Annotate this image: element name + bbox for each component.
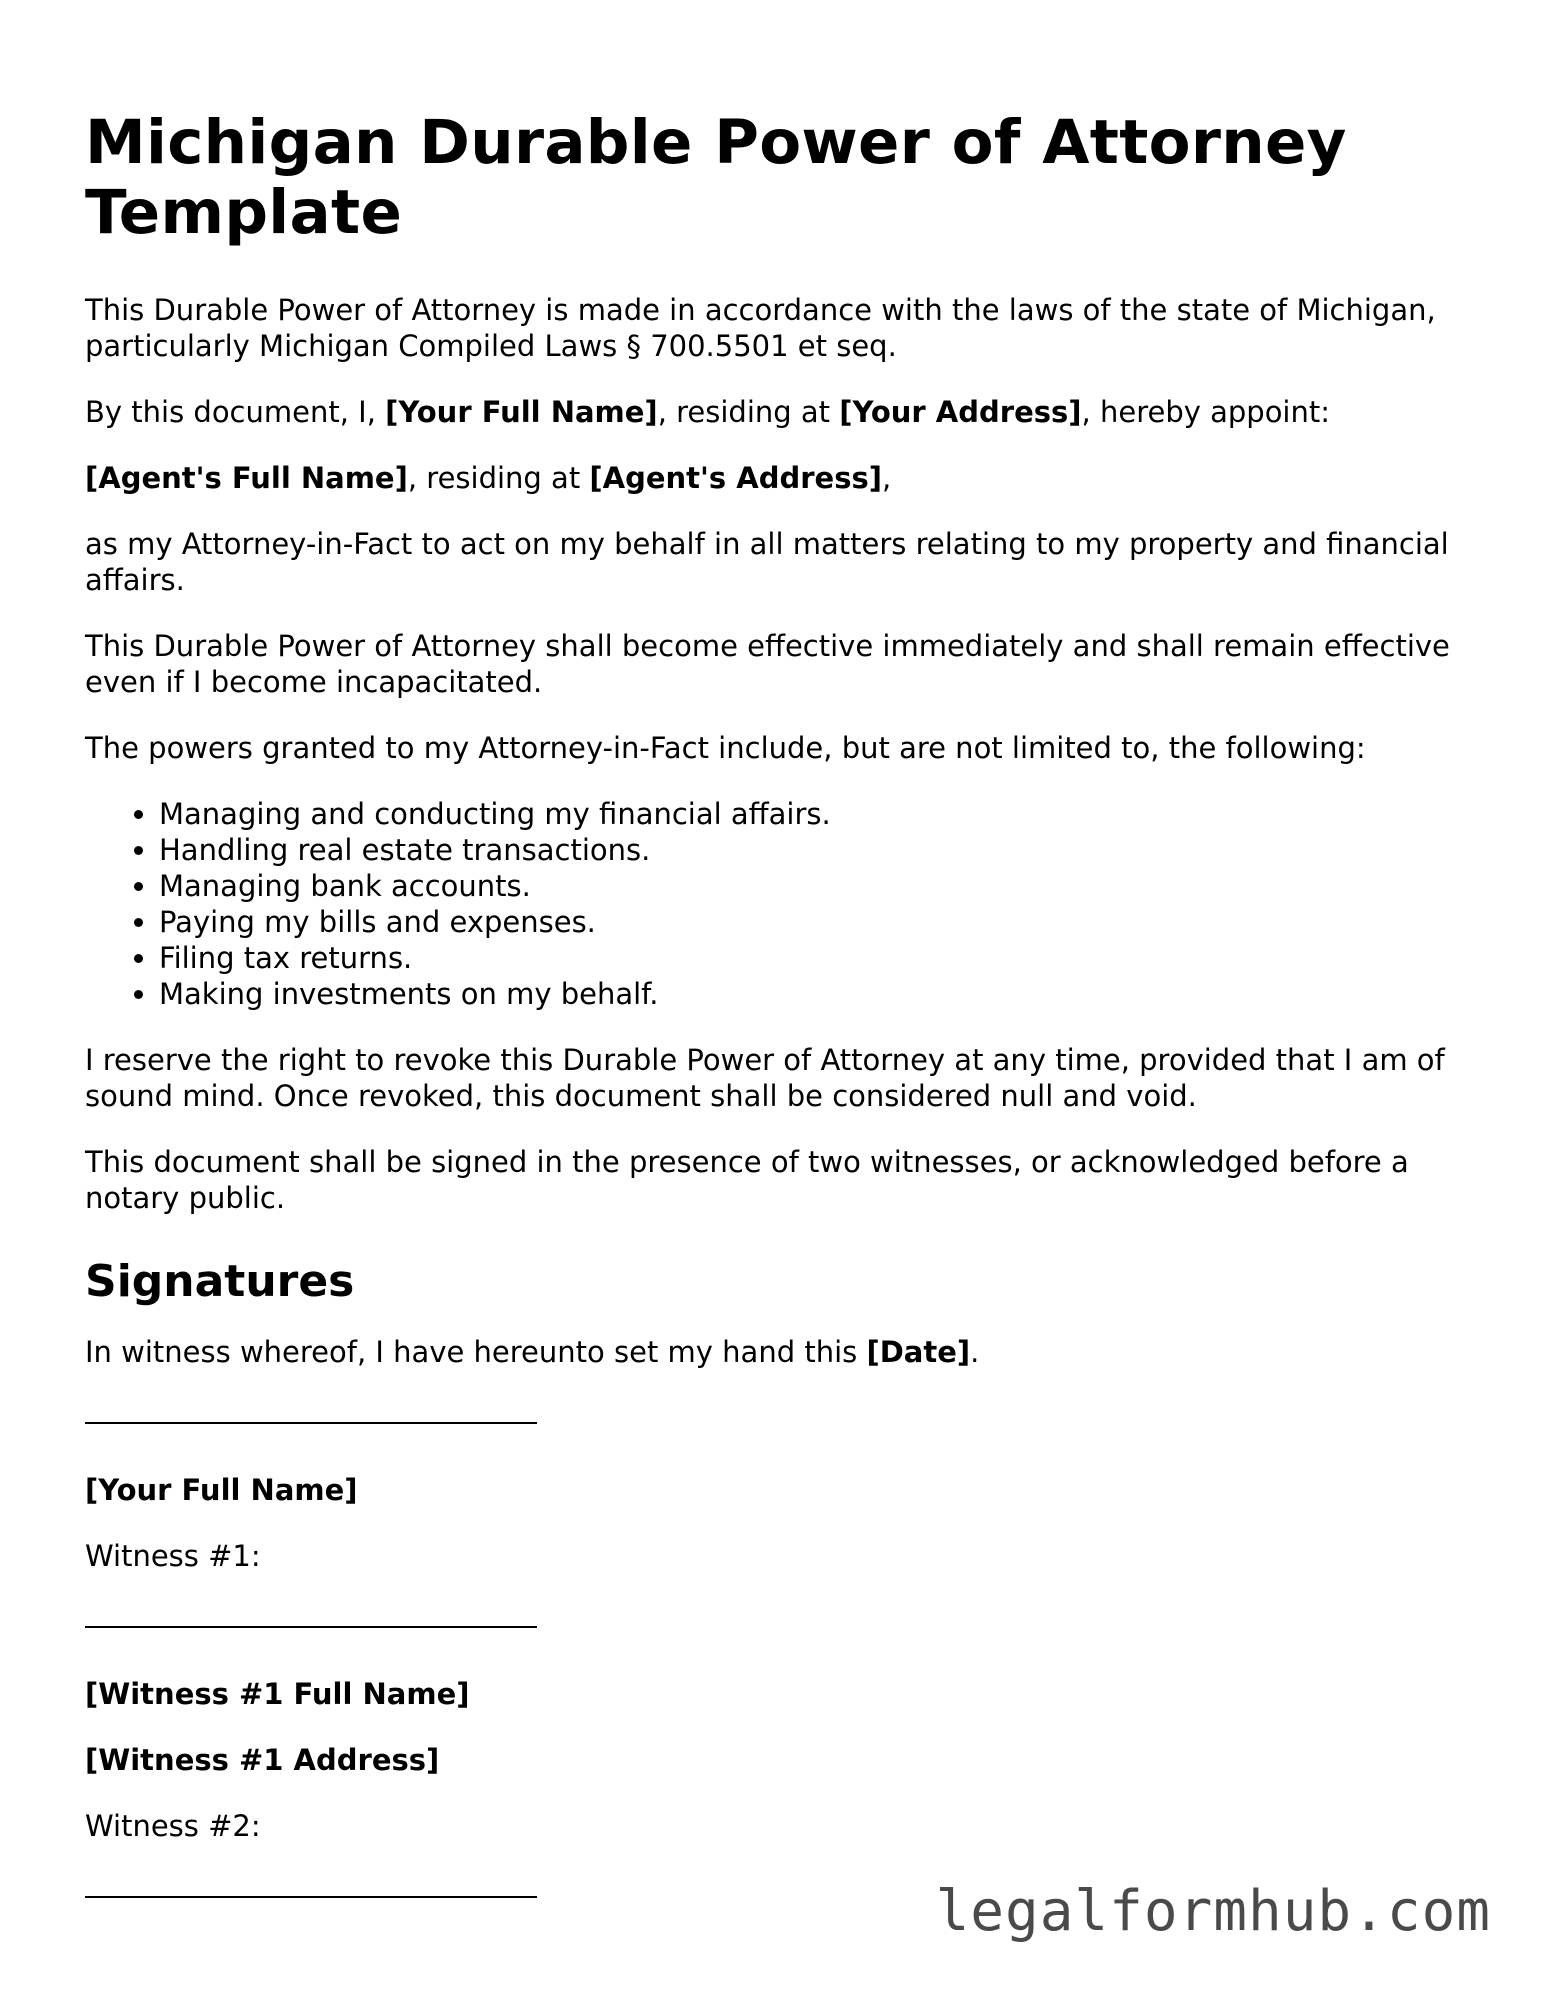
document-title: Michigan Durable Power of Attorney Template (85, 107, 1347, 248)
witness1-signature-line (85, 1626, 537, 1628)
list-item: • Making investments on my behalf. (159, 976, 1455, 1012)
witness1-label: Witness #1: (85, 1539, 261, 1573)
effective-paragraph: This Durable Power of Attorney shall become effective immediately and shall remain effective even if I become incapacitated. (85, 629, 1450, 699)
powers-list (85, 796, 1455, 1012)
witness2-label: Witness #2: (85, 1809, 261, 1843)
appointment-middle: , residing at (657, 395, 840, 429)
principal-name-signature-placeholder: [Your Full Name] (85, 1473, 358, 1507)
list-item: • Managing and conducting my financial affairs. (159, 796, 1455, 832)
agent-name-placeholder: [Agent's Full Name] (85, 461, 408, 495)
principal-name-placeholder: [Your Full Name] (385, 395, 658, 429)
agent-suffix: , (881, 461, 892, 495)
witness2-signature-line (85, 1896, 537, 1898)
witness-whereof-paragraph (85, 1334, 1455, 1370)
signatures-heading: Signatures (85, 1256, 355, 1307)
appointment-paragraph (85, 394, 1455, 430)
witness1-address-line (85, 1742, 1455, 1778)
intro-paragraph: This Durable Power of Attorney is made in accordance with the laws of the state of Michigan, particularly Michigan Compiled Laws § 700.5501 et seq. (85, 293, 1436, 363)
principal-signature-line (85, 1422, 537, 1424)
witness-suffix: . (970, 1335, 980, 1369)
witness1-address-placeholder: [Witness #1 Address] (85, 1743, 440, 1777)
principal-address-placeholder: [Your Address] (839, 395, 1082, 429)
witness1-name-placeholder: [Witness #1 Full Name] (85, 1677, 470, 1711)
list-item: • Filing tax returns. (159, 940, 1455, 976)
list-item: • Managing bank accounts. (159, 868, 1455, 904)
appointment-prefix: By this document, I, (85, 395, 386, 429)
witnessing-paragraph: This document shall be signed in the presence of two witnesses, or acknowledged before a notary public. (85, 1145, 1409, 1215)
powers-intro-paragraph: The powers granted to my Attorney-in-Fact include, but are not limited to, the following: (85, 731, 1366, 765)
principal-name-line (85, 1472, 1455, 1508)
agent-paragraph (85, 460, 1455, 496)
role-paragraph: as my Attorney-in-Fact to act on my behalf in all matters relating to my property and financial affairs. (85, 527, 1449, 597)
list-item: • Handling real estate transactions. (159, 832, 1455, 868)
witness-prefix: In witness whereof, I have hereunto set my hand this (85, 1335, 867, 1369)
list-item: • Paying my bills and expenses. (159, 904, 1455, 940)
agent-address-placeholder: [Agent's Address] (589, 461, 882, 495)
revocation-paragraph: I reserve the right to revoke this Durable Power of Attorney at any time, provided that I am of sound mind. Once revoked, this document shall be considered null and void. (85, 1043, 1445, 1113)
witness1-name-line (85, 1676, 1455, 1712)
watermark: legalformhub.com (935, 1879, 1491, 1944)
date-placeholder: [Date] (866, 1335, 971, 1369)
appointment-suffix: , hereby appoint: (1081, 395, 1331, 429)
agent-middle: , residing at (407, 461, 590, 495)
document-page (85, 108, 1455, 1946)
